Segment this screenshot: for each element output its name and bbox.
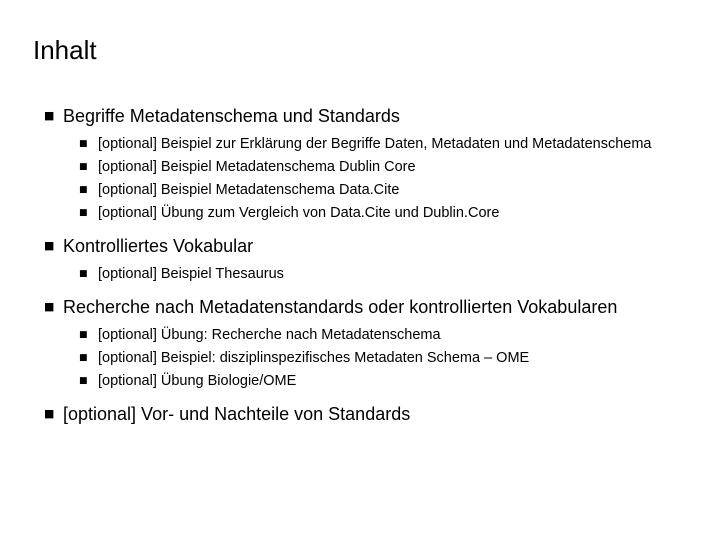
list-item-text: [optional] Übung Biologie/OME <box>98 373 297 389</box>
list-item <box>79 202 684 225</box>
list-item <box>79 263 684 286</box>
list-item <box>79 370 684 393</box>
list-item-text: [optional] Beispiel zur Erklärung der Begriffe Daten, Metadaten und Metadatenschema <box>98 136 652 152</box>
square-bullet-icon: ■ <box>44 239 55 252</box>
list-item-text: [optional] Beispiel: disziplinspezifisches Metadaten Schema – OME <box>98 350 530 366</box>
section-bullet <box>44 401 684 427</box>
slide-title: Inhalt <box>33 35 97 65</box>
square-bullet-icon: ■ <box>79 376 88 386</box>
list-item-text: [optional] Übung zum Vergleich von Data.Cite und Dublin.Core <box>98 205 500 221</box>
sub-list <box>44 133 684 225</box>
sub-list <box>44 263 684 286</box>
section-text: Begriffe Metadatenschema und Standards <box>63 106 400 126</box>
square-bullet-icon: ■ <box>79 353 88 363</box>
square-bullet-icon: ■ <box>79 139 88 149</box>
section-recherche <box>44 294 684 393</box>
section-bullet <box>44 294 684 320</box>
square-bullet-icon: ■ <box>79 208 88 218</box>
list-item <box>79 133 684 156</box>
sub-list <box>44 324 684 393</box>
list-item <box>79 179 684 202</box>
section-text: Recherche nach Metadatenstandards oder kontrollierten Vokabularen <box>63 297 618 317</box>
section-vokabular <box>44 233 684 286</box>
list-item <box>79 347 684 370</box>
square-bullet-icon: ■ <box>44 300 55 313</box>
square-bullet-icon: ■ <box>44 109 55 122</box>
list-item-text: [optional] Beispiel Metadatenschema Data.Cite <box>98 182 400 198</box>
list-item-text: [optional] Beispiel Metadatenschema Dublin Core <box>98 159 416 175</box>
square-bullet-icon: ■ <box>79 269 88 279</box>
square-bullet-icon: ■ <box>44 407 55 420</box>
square-bullet-icon: ■ <box>79 185 88 195</box>
square-bullet-icon: ■ <box>79 162 88 172</box>
section-standards <box>44 401 684 427</box>
list-item <box>79 324 684 347</box>
list-item <box>79 156 684 179</box>
section-bullet <box>44 233 684 259</box>
section-text: [optional] Vor- und Nachteile von Standards <box>63 404 411 424</box>
slide-content <box>44 103 684 433</box>
section-begriffe <box>44 103 684 225</box>
list-item-text: [optional] Beispiel Thesaurus <box>98 266 284 282</box>
section-bullet <box>44 103 684 129</box>
list-item-text: [optional] Übung: Recherche nach Metadatenschema <box>98 327 441 343</box>
section-text: Kontrolliertes Vokabular <box>63 236 254 256</box>
square-bullet-icon: ■ <box>79 330 88 340</box>
